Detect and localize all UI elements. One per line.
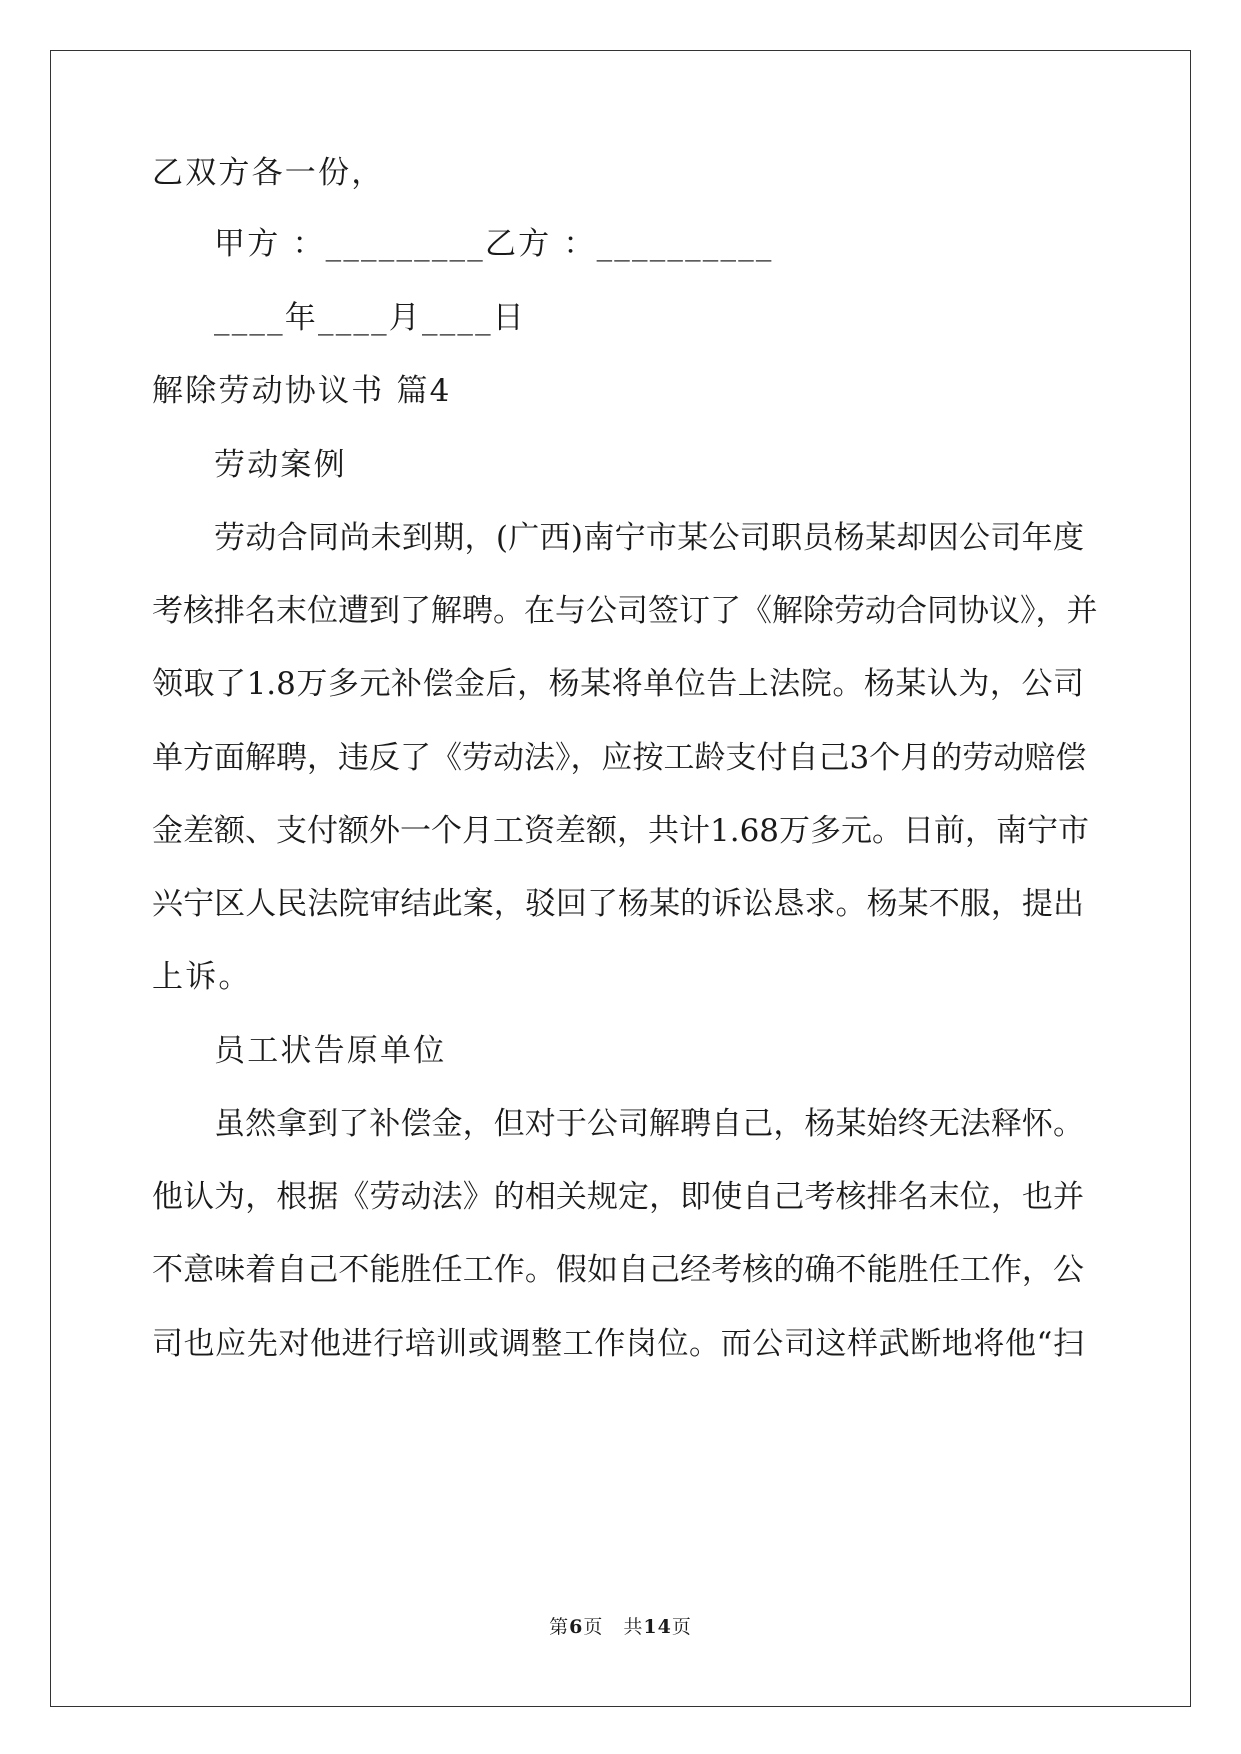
- subheading: 员工状告原单位: [214, 1033, 447, 1069]
- paragraph-line: 虽然拿到了补偿金，但对于公司解聘自己，杨某始终无法释怀。: [214, 1106, 1084, 1142]
- paragraph-line: 兴宁区人民法院审结此案，驳回了杨某的诉讼恳求。杨某不服，提出: [152, 886, 1084, 922]
- paragraph-line: 他认为，根据《劳动法》的相关规定，即使自己考核排名末位，也并: [152, 1179, 1084, 1215]
- paragraph-line: 金差额、支付额外一个月工资差额，共计1.68万多元。日前，南宁市: [152, 813, 1090, 849]
- total-page-number: 14: [643, 1616, 672, 1638]
- paragraph-line: 考核排名末位遭到了解聘。在与公司签订了《解除劳动合同协议》，并: [152, 593, 1098, 629]
- footer-prefix: 第: [549, 1616, 570, 1638]
- paragraph-line: 上诉。: [152, 959, 252, 995]
- page-footer: [0, 1612, 1241, 1639]
- section-title: 解除劳动协议书 篇4: [152, 373, 452, 409]
- footer-suffix: 页: [671, 1616, 692, 1638]
- paragraph-line: 不意味着自己不能胜任工作。假如自己经考核的确不能胜任工作，公: [152, 1252, 1084, 1288]
- footer-mid: 页 共: [583, 1616, 644, 1638]
- paragraph-line: 司也应先对他进行培训或调整工作岗位。而公司这样武断地将他“扫: [152, 1326, 1084, 1362]
- paragraph-line: 劳动合同尚未到期，(广西)南宁市某公司职员杨某却因公司年度: [214, 520, 1084, 556]
- paragraph-line: 领取了1.8万多元补偿金后，杨某将单位告上法院。杨某认为，公司: [152, 666, 1084, 702]
- paragraph-line: 单方面解聘，违反了《劳动法》，应按工龄支付自己3个月的劳动赔偿: [152, 740, 1087, 776]
- current-page-number: 6: [569, 1616, 584, 1638]
- text-line: 乙双方各一份，: [152, 155, 385, 191]
- signature-line: 甲方 ：_________乙方 ：__________: [214, 226, 774, 262]
- subheading: 劳动案例: [214, 447, 347, 483]
- date-line: ____年____月____日: [214, 300, 526, 336]
